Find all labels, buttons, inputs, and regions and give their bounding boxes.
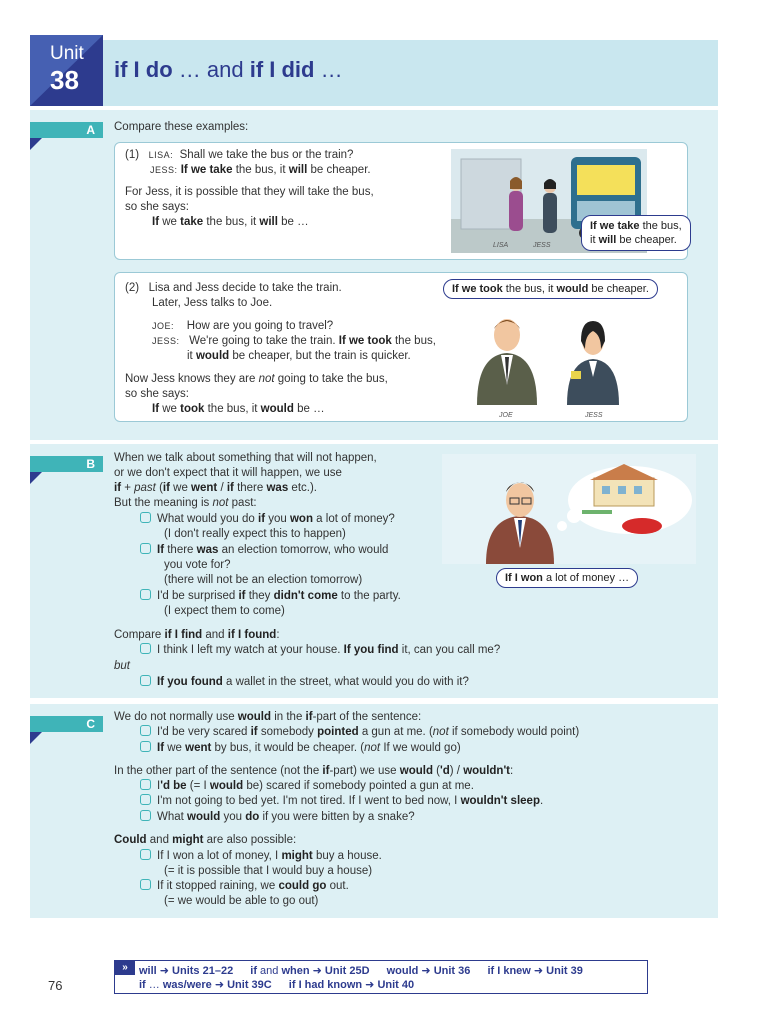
b-line-2: or we don't expect that it will happen, we use: [114, 467, 342, 479]
b-example-1-note: (I don't really expect this to happen): [164, 528, 346, 540]
section-a-label: A: [30, 122, 103, 138]
ex2-speech-bubble: If we took the bus, it would be cheaper.: [443, 279, 658, 299]
c-example-1: I'd be very scared if somebody pointed a gun at me. (not if somebody would point): [140, 725, 579, 740]
b-example-2-note: (there will not be an election tomorrow): [164, 574, 363, 586]
b-example-1: What would you do if you won a lot of money?: [140, 512, 395, 527]
section-c: [30, 704, 718, 918]
xref-was-were[interactable]: was/were ➜ Unit 39C: [162, 979, 272, 991]
ex2-jess-line: JESS: We're going to take the train. If we took the bus,: [152, 335, 436, 347]
ex1-speech-bubble: If we take the bus, it will be cheaper.: [581, 215, 691, 251]
c-example-7: If it stopped raining, we could go out.: [140, 879, 349, 894]
c-line-2: In the other part of the sentence (not the if-part) we use would ('d) / wouldn't:: [114, 765, 514, 777]
c-example-3: I'd be (= I would be) scared if somebody pointed a gun at me.: [140, 779, 474, 794]
xref-would[interactable]: would ➜ Unit 36: [386, 965, 471, 977]
unit-title: if I do … and if I did …: [114, 57, 343, 82]
b-line-3: if + past (if we went / if there was etc.).: [114, 482, 317, 494]
ex2-line-1: (2) Lisa and Jess decide to take the train.: [125, 282, 342, 294]
ex2-note-1: Now Jess knows they are not going to take the bus,: [125, 373, 388, 385]
unit-badge: [30, 35, 103, 106]
ex1-note-1: For Jess, it is possible that they will take the bus,: [125, 186, 374, 198]
c-example-5: What would you do if you were bitten by a snake?: [140, 810, 415, 825]
ex2-line-2: Later, Jess talks to Joe.: [152, 297, 273, 309]
c-line-3: Could and might are also possible:: [114, 834, 297, 846]
section-a: [30, 110, 718, 440]
c-example-2: If we went by bus, it would be cheaper. (not If we would go): [140, 741, 461, 756]
cross-ref-arrow-icon: »: [115, 961, 135, 975]
page-number: 76: [48, 978, 63, 993]
unit-word: Unit: [50, 43, 84, 64]
b-line-4: But the meaning is not past:: [114, 497, 257, 509]
section-c-label: C: [30, 716, 103, 732]
ex1-lisa-line: (1) LISA: Shall we take the bus or the train?: [125, 149, 354, 161]
pic-label-jess-2: JESS: [585, 412, 603, 419]
dreaming-man-illustration: [442, 454, 696, 564]
b-example-4: I think I left my watch at your house. If you find it, can you call me?: [140, 643, 500, 658]
b-compare: Compare if I find and if I found:: [114, 629, 280, 641]
section-b-label: B: [30, 456, 103, 472]
cross-ref-row-1: will ➜ Units 21–22 if and when ➜ Unit 25D would ➜ Unit 36 if I knew ➜ Unit 39: [139, 965, 583, 977]
cross-ref-row-2: if … was/were ➜ Unit 39C if I had known ➜ Unit 40: [139, 979, 415, 991]
b-line-1: When we talk about something that will not happen,: [114, 452, 377, 464]
unit-number: 38: [50, 65, 79, 95]
example-1-box: [114, 142, 688, 260]
pic-label-jess: JESS: [533, 242, 551, 249]
ex2-joe-line: JOE: How are you going to travel?: [152, 320, 334, 332]
ex1-says: If we take the bus, it will be …: [152, 216, 309, 228]
xref-if-i-knew[interactable]: if I knew ➜ Unit 39: [487, 965, 583, 977]
pic-label-joe: JOE: [499, 412, 513, 419]
c-example-6: If I won a lot of money, I might buy a house.: [140, 849, 382, 864]
cross-reference-box: [114, 960, 648, 994]
b-example-5: If you found a wallet in the street, what would you do with it?: [140, 675, 469, 690]
c-example-6-note: (= it is possible that I would buy a house): [164, 865, 373, 877]
example-2-box: [114, 272, 688, 422]
pic-label-lisa: LISA: [493, 242, 509, 249]
c-line-1: We do not normally use would in the if-part of the sentence:: [114, 711, 422, 723]
c-example-7-note: (= we would be able to go out): [164, 895, 319, 907]
xref-will[interactable]: will ➜ Units 21–22: [139, 965, 234, 977]
ex2-jess-line-2: it would be cheaper, but the train is quicker.: [187, 350, 411, 362]
c-example-4: I'm not going to bed yet. I'm not tired. If I went to bed now, I wouldn't sleep.: [140, 794, 543, 809]
b-but: but: [114, 660, 130, 672]
ex1-jess-line: JESS: If we take the bus, it will be cheaper.: [150, 164, 371, 176]
b-example-3: I'd be surprised if they didn't come to the party.: [140, 589, 401, 604]
joe-jess-illustration: [467, 305, 637, 421]
xref-when[interactable]: when ➜ Unit 25D: [281, 965, 370, 977]
ex2-note-2: so she says:: [125, 388, 189, 400]
xref-if-i-had-known[interactable]: if I had known ➜ Unit 40: [288, 979, 415, 991]
ex1-note-2: so she says:: [125, 201, 189, 213]
b-example-2: If there was an election tomorrow, who would: [140, 543, 388, 558]
ex2-says: If we took the bus, it would be …: [152, 403, 325, 415]
b-speech-bubble: If I won a lot of money …: [496, 568, 638, 588]
b-example-2-line-2: you vote for?: [164, 559, 231, 571]
b-example-3-note: (I expect them to come): [164, 605, 285, 617]
section-b: [30, 444, 718, 698]
section-a-intro: Compare these examples:: [114, 121, 249, 133]
